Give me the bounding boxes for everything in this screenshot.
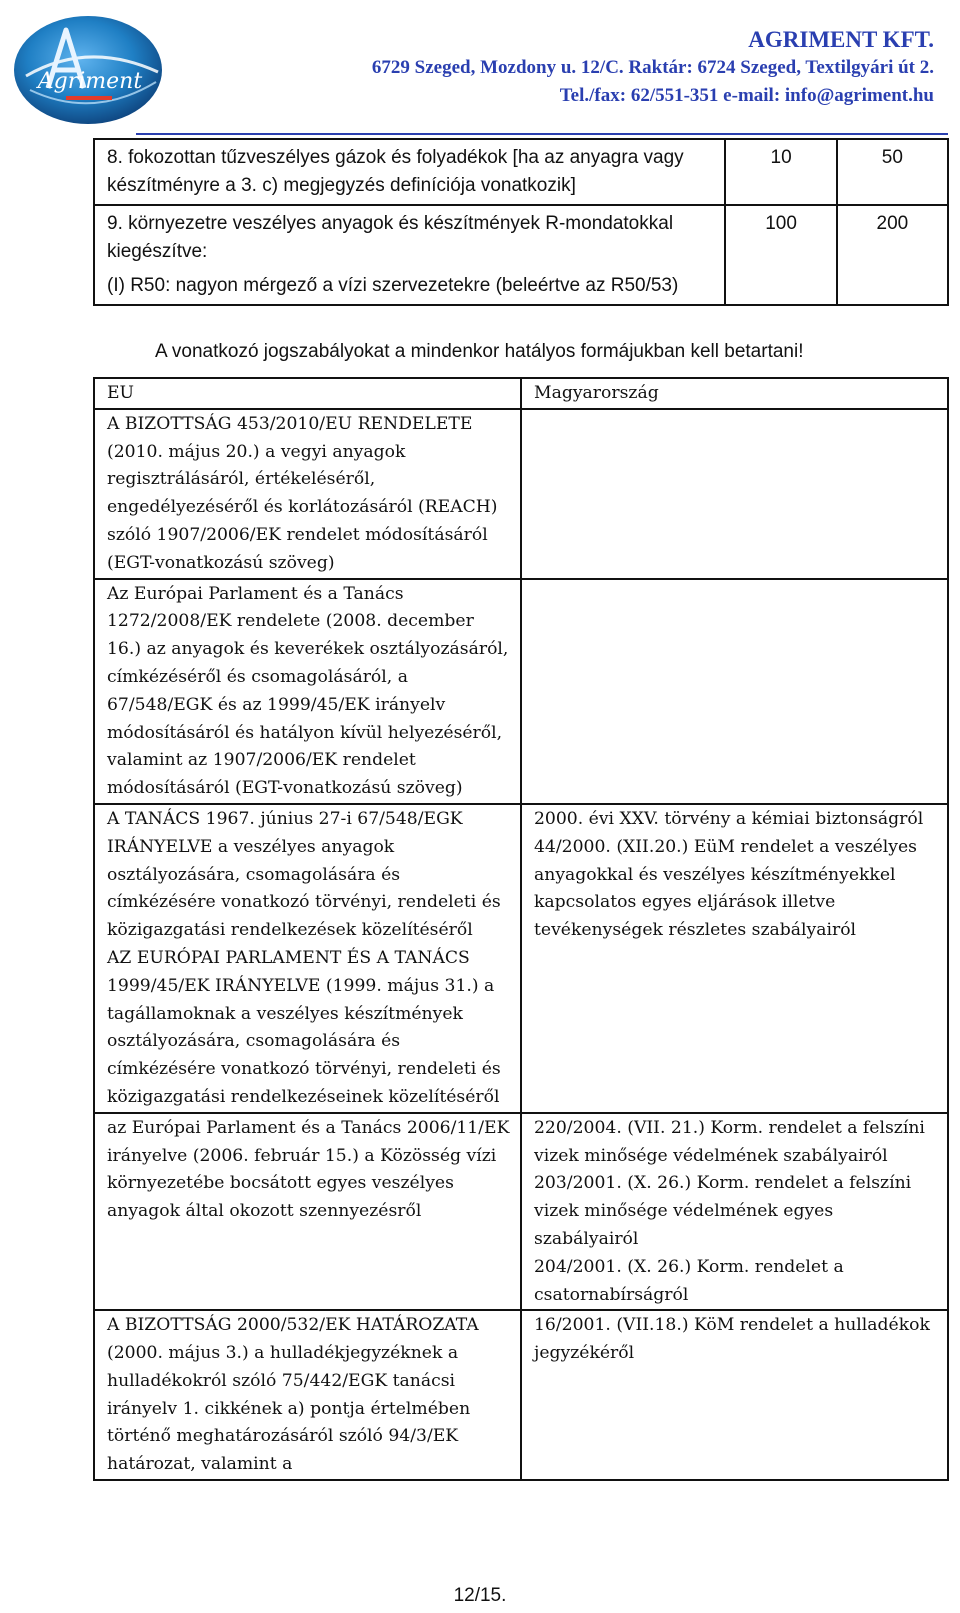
- table-row: [94, 409, 948, 579]
- eu-column-header: EU: [94, 378, 521, 409]
- hungary-legislation-cell: 220/2004. (VII. 21.) Korm. rendelet a felszíni vizek minősége védelmének szabályairól 203/2001. (X. 26.) Korm. rendelet a felszíni vizek minősége védelmének egyes szabályairól 204/2001. (X. 26.) Korm. rendelet a csatornabírságról: [521, 1113, 948, 1311]
- table-row: [94, 139, 948, 205]
- threshold-value-low: 10: [725, 139, 836, 205]
- hungary-legislation-cell: 2000. évi XXV. törvény a kémiai biztonságról 44/2000. (XII.20.) EüM rendelet a veszélyes anyagokkal és veszélyes készítményekkel kapcsolatos egyes eljárások illetve tevékenységek részletes szabályairól: [521, 804, 948, 1113]
- table-row: [94, 804, 948, 1113]
- threshold-description: [94, 205, 725, 305]
- hungary-legislation-cell: 16/2001. (VII.18.) KöM rendelet a hulladékok jegyzékéről: [521, 1310, 948, 1480]
- company-contact: Tel./fax: 62/551-351 e-mail: info@agriment.hu: [559, 85, 934, 106]
- eu-legislation-cell: Az Európai Parlament és a Tanács 1272/2008/EK rendelete (2008. december 16.) az anyagok és keverékek osztályozásáról, címkézéséről és csomagolásáról, a 67/548/EGK és az 1999/45/EK irányelv módosításáról és hatályon kívül helyezéséről, valamint az 1907/2006/EK rendelet módosításáról (EGT-vonatkozású szöveg): [94, 579, 521, 804]
- hungary-legislation-cell: [521, 409, 948, 579]
- threshold-text: 9. környezetre veszélyes anyagok és készítmények R-mondatokkal kiegészítve:: [107, 213, 674, 262]
- threshold-text: (I) R50: nagyon mérgező a vízi szervezetekre (beleértve az R50/53): [107, 275, 679, 296]
- threshold-text: 8. fokozottan tűzveszélyes gázok és folyadékok [ha az anyagra vagy készítményre a 3. c) megjegyzés definíciója vonatkozik]: [107, 147, 684, 196]
- legislation-table: [93, 377, 949, 1481]
- threshold-value-high: 50: [837, 139, 948, 205]
- page-header: [0, 0, 960, 135]
- table-row: [94, 1113, 948, 1311]
- threshold-description: [94, 139, 725, 205]
- table-row: [94, 205, 948, 305]
- company-logo: [8, 10, 166, 126]
- company-address: 6729 Szeged, Mozdony u. 12/C. Raktár: 6724 Szeged, Textilgyári út 2.: [371, 57, 934, 78]
- table-row: [94, 1310, 948, 1480]
- table-header-row: [94, 378, 948, 409]
- eu-legislation-cell: A TANÁCS 1967. június 27-i 67/548/EGK IRÁNYELVE a veszélyes anyagok osztályozására, csomagolására és címkézésére vonatkozó törvényi, rendeleti és közigazgatási rendelkezések közelítéséről AZ EURÓPAI PARLAMENT ÉS A TANÁCS 1999/45/EK IRÁNYELVE (1999. május 31.) a tagállamoknak a veszélyes készítmények osztályozására, csomagolására és címkézésére vonatkozó törvényi, rendeleti és közigazgatási rendelkezéseinek közelítéséről: [94, 804, 521, 1113]
- threshold-value-high: 200: [837, 205, 948, 305]
- threshold-value-low: 100: [725, 205, 836, 305]
- page-number: 12/15.: [453, 1585, 507, 1606]
- threshold-table: [93, 138, 949, 306]
- eu-legislation-cell: A BIZOTTSÁG 453/2010/EU RENDELETE (2010. május 20.) a vegyi anyagok regisztrálásáról, értékeléséről, engedélyezéséről és korlátozásáról (REACH) szóló 1907/2006/EK rendelet módosításáról (EGT-vonatkozású szöveg): [94, 409, 521, 579]
- compliance-notice: A vonatkozó jogszabályokat a mindenkor hatályos formájukban kell betartani!: [155, 341, 804, 362]
- header-divider: [136, 133, 948, 135]
- company-info: [372, 26, 934, 110]
- hungary-column-header: Magyarország: [521, 378, 948, 409]
- eu-legislation-cell: A BIZOTTSÁG 2000/532/EK HATÁROZATA (2000. május 3.) a hulladékjegyzéknek a hulladékokról szóló 75/442/EGK tanácsi irányelv 1. cikkének a) pontja értelmében történő meghatározásáról szóló 94/3/EK határozat, valamint a: [94, 1310, 521, 1480]
- hungary-legislation-cell: [521, 579, 948, 804]
- eu-legislation-cell: az Európai Parlament és a Tanács 2006/11/EK irányelve (2006. február 15.) a Közösség vízi környezetébe bocsátott egyes veszélyes anyagok által okozott szennyezésről: [94, 1113, 521, 1311]
- company-name: AGRIMENT KFT.: [748, 27, 934, 52]
- table-row: [94, 579, 948, 804]
- logo-wordmark: Agriment: [37, 69, 143, 94]
